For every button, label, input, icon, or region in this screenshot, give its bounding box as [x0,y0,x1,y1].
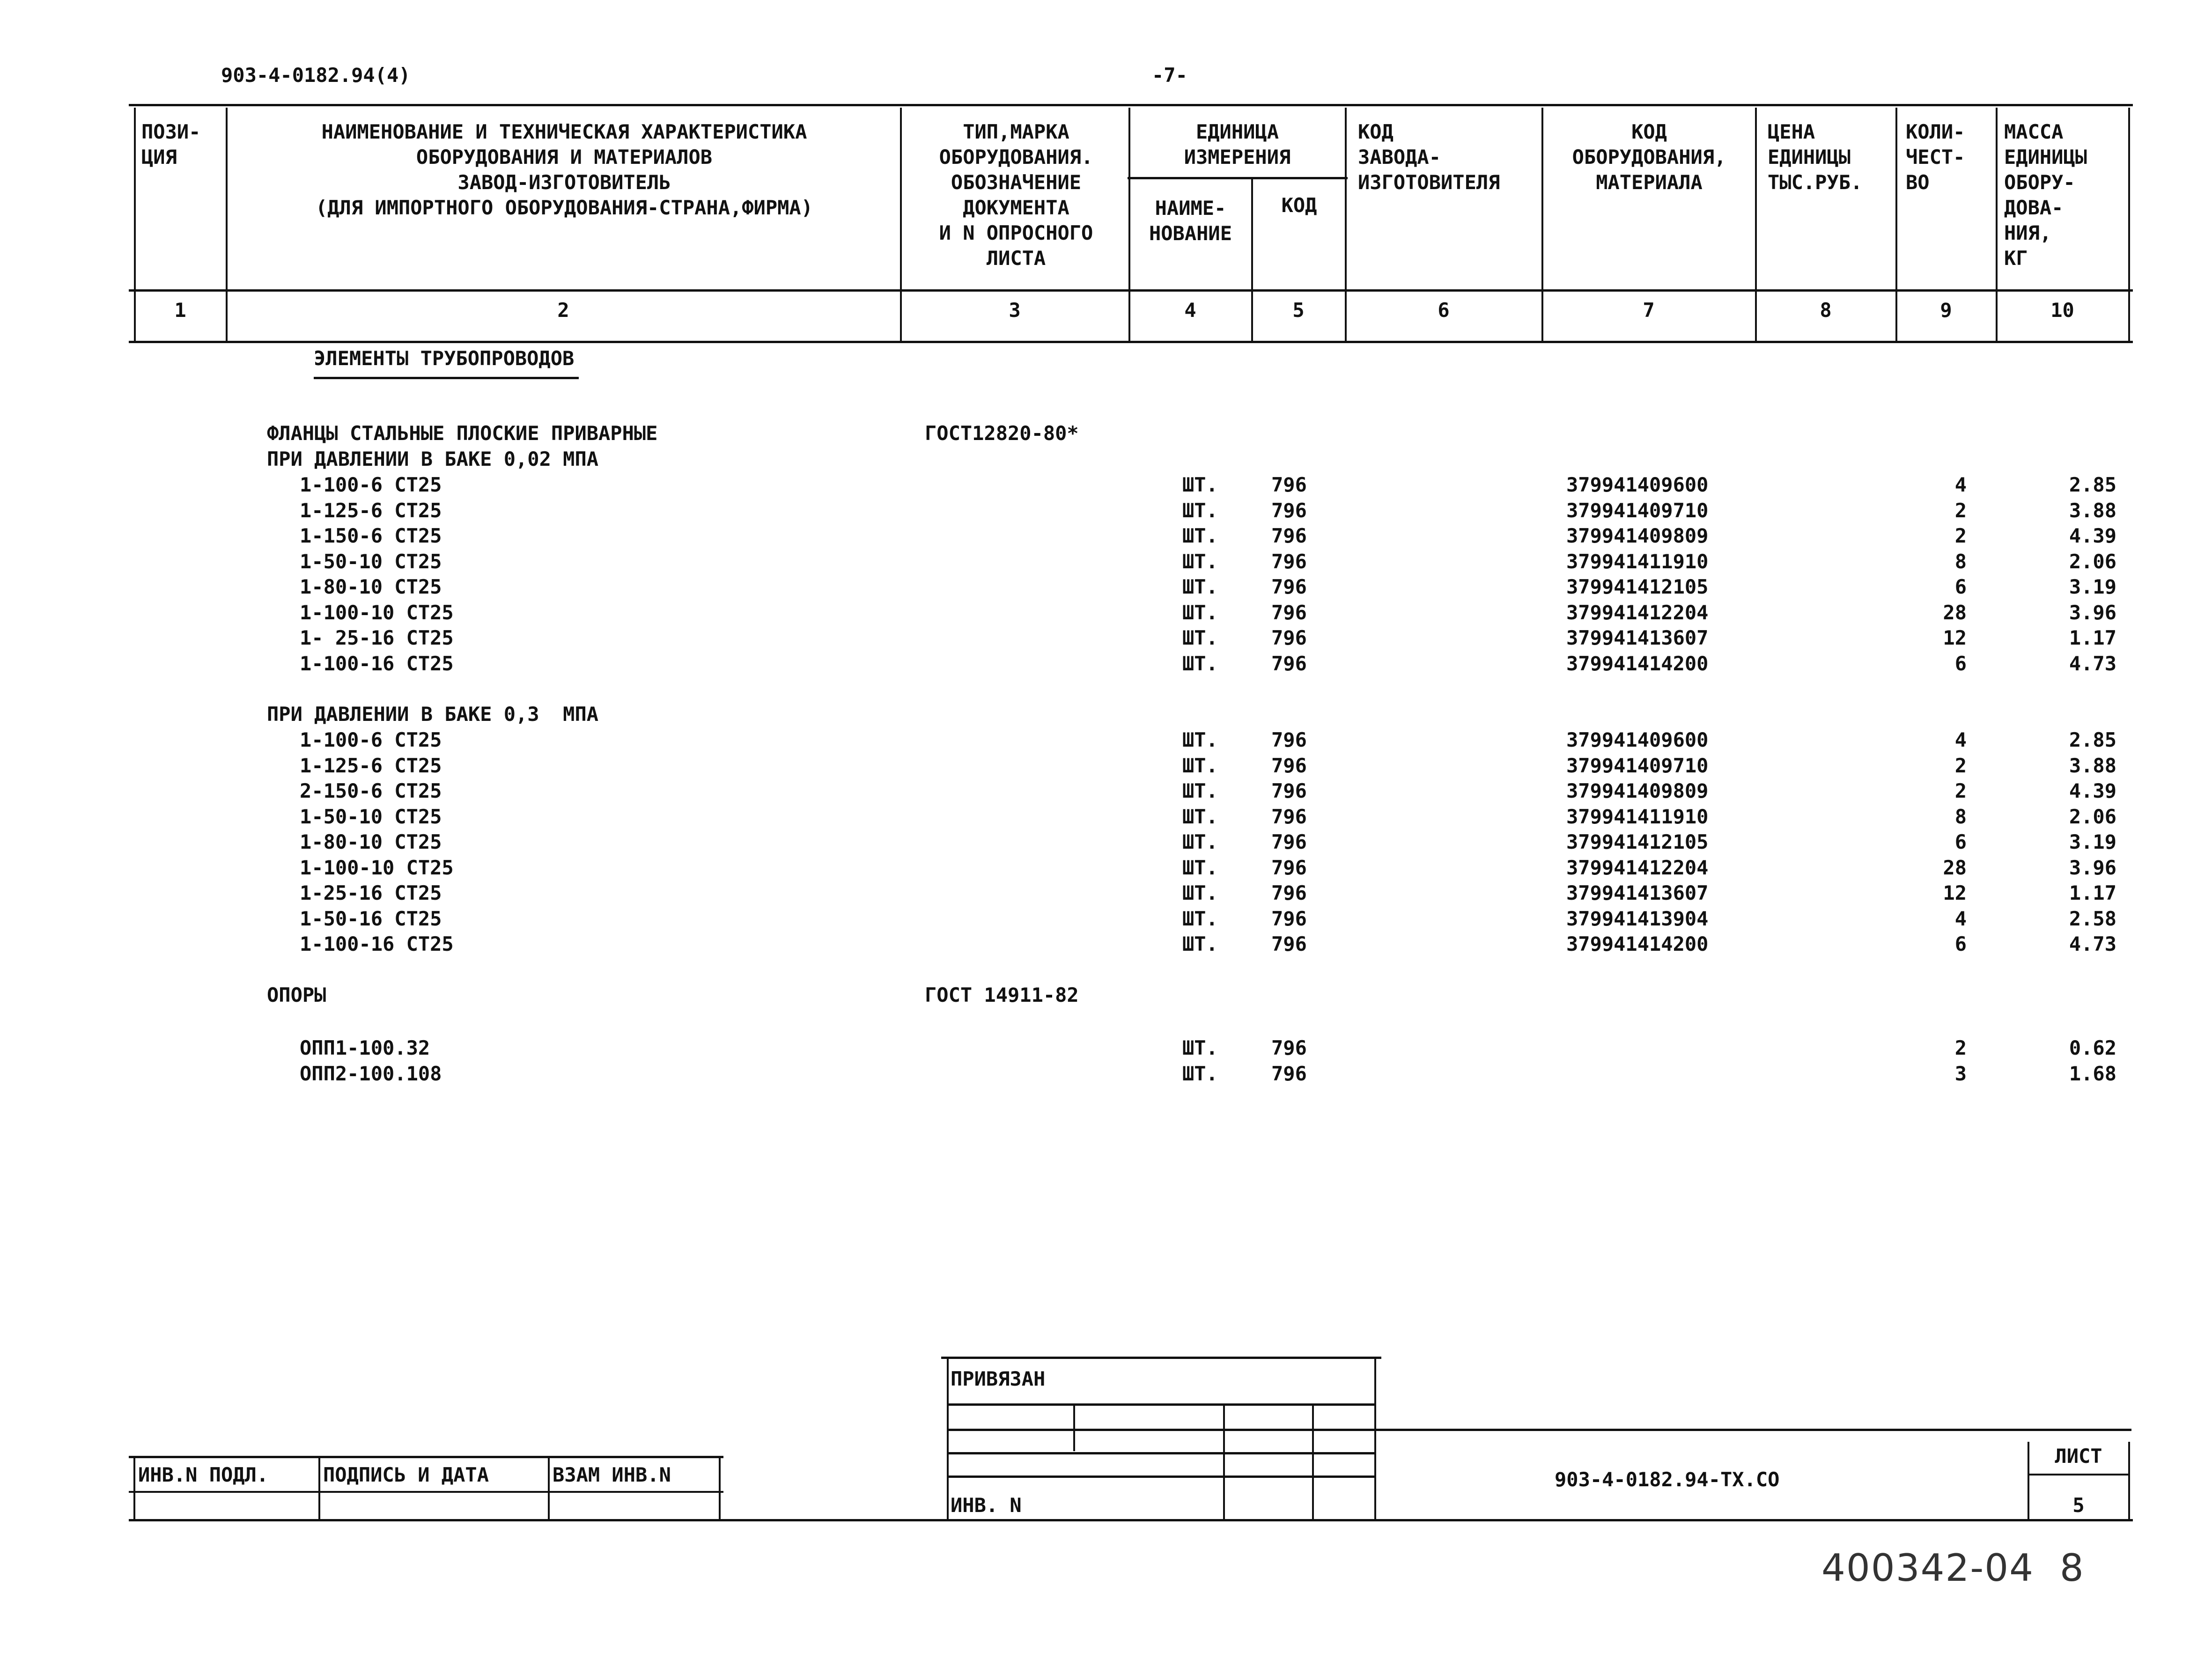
unit-mass: 1.17 [2069,881,2116,904]
item-name: 1-25-16 СТ25 [300,881,442,904]
unit-mass: 1.17 [2069,626,2116,649]
material-code: 379941412204 [1566,601,1709,624]
unit-mass: 0.62 [2069,1036,2116,1059]
unit-mass: 2.58 [2069,907,2116,930]
unit-name: ШТ. [1182,499,1218,522]
item-name: 1-100-6 СТ25 [300,473,442,496]
unit-mass: 3.19 [2069,575,2116,598]
item-name: 1- 25-16 СТ25 [300,626,454,649]
unit-name: ШТ. [1182,473,1218,496]
unit-mass: 2.85 [2069,728,2116,751]
unit-mass: 3.88 [2069,499,2116,522]
unit-name: ШТ. [1182,524,1218,547]
unit-mass: 3.19 [2069,830,2116,853]
unit-code: 796 [1271,601,1307,624]
header-col1: ПОЗИ- ЦИЯ [141,120,201,169]
document-code: 903-4-0182.94(4) [221,64,411,87]
unit-name: ШТ. [1182,1036,1218,1059]
unit-name: ШТ. [1182,652,1218,675]
stamp-rule [947,1475,1375,1478]
quantity: 4 [1954,728,1967,751]
stamp-rule [129,1491,723,1493]
stamp-divider [318,1457,320,1520]
header-col9: КОЛИ- ЧЕСТ- ВО [1906,120,1965,194]
quantity: 2 [1954,1036,1967,1059]
header-col8: ЦЕНА ЕДИНИЦЫ ТЫС.РУБ. [1768,120,1863,194]
unit-code: 796 [1271,754,1307,777]
unit-code: 796 [1271,499,1307,522]
quantity: 4 [1954,907,1967,930]
unit-mass: 2.85 [2069,473,2116,496]
unit-name: ШТ. [1182,881,1218,904]
item-name: 2-150-6 СТ25 [300,779,442,802]
col-number: 8 [1820,299,1832,322]
header-unit-title: ЕДИНИЦА ИЗМЕРЕНИЯ [1184,120,1291,169]
material-code: 379941409710 [1566,754,1709,777]
unit-mass: 4.73 [2069,652,2116,675]
header-mid-rule [129,289,2133,292]
quantity: 6 [1954,575,1967,598]
material-code: 379941411910 [1566,805,1709,828]
stamp-divider [947,1358,949,1521]
quantity: 2 [1954,499,1967,522]
col-number: 6 [1438,299,1450,322]
stamp-divider [1223,1404,1225,1521]
header-col5: КОД [1281,194,1317,217]
quantity: 8 [1954,805,1967,828]
col-divider [2128,108,2130,342]
col-number: 3 [1009,299,1021,322]
quantity: 6 [1954,932,1967,955]
stamp-rule [129,1519,2133,1521]
stamp-divider [719,1457,721,1520]
unit-code: 796 [1271,1062,1307,1085]
supports-title: ОПОРЫ [267,984,326,1006]
quantity: 28 [1943,856,1967,879]
stamp-rule [947,1429,2131,1431]
stamp-divider [2128,1442,2130,1520]
item-name: 1-125-6 СТ25 [300,754,442,777]
unit-code: 796 [1271,473,1307,496]
item-name: 1-50-10 СТ25 [300,805,442,828]
item-name: 1-100-6 СТ25 [300,728,442,751]
material-code: 379941412105 [1566,575,1709,598]
flanges-gost: ГОСТ12820-80* [925,422,1079,445]
item-name: 1-125-6 СТ25 [300,499,442,522]
stamp-divider [1374,1358,1376,1521]
group1-title: ПРИ ДАВЛЕНИИ В БАКЕ 0,02 МПА [267,448,599,470]
quantity: 8 [1954,550,1967,573]
doc-designation: 903-4-0182.94-TX.CO [1555,1468,1780,1491]
item-name: ОПП2-100.108 [300,1062,442,1085]
unit-name: ШТ. [1182,601,1218,624]
unit-code: 796 [1271,830,1307,853]
unit-mass: 2.06 [2069,805,2116,828]
unit-code: 796 [1271,575,1307,598]
unit-code: 796 [1271,779,1307,802]
material-code: 379941409600 [1566,473,1709,496]
quantity: 3 [1954,1062,1967,1085]
unit-code: 796 [1271,907,1307,930]
material-code: 379941409809 [1566,779,1709,802]
signature-date-label: ПОДПИСЬ И ДАТА [323,1463,489,1486]
unit-mass: 4.73 [2069,932,2116,955]
privyazan-label: ПРИВЯЗАН [951,1367,1046,1390]
material-code: 379941409600 [1566,728,1709,751]
unit-name: ШТ. [1182,779,1218,802]
material-code: 379941412105 [1566,830,1709,853]
stamp-divider [1312,1404,1314,1521]
col-number: 2 [557,299,569,322]
sheet-label: ЛИСТ [2055,1445,2102,1468]
unit-name: ШТ. [1182,728,1218,751]
stamp-divider [548,1457,550,1520]
supports-gost: ГОСТ 14911-82 [925,984,1079,1006]
header-col3: ТИП,МАРКА ОБОРУДОВАНИЯ. ОБОЗНАЧЕНИЕ ДОКУМЕНТА И N ОПРОСНОГО ЛИСТА [939,120,1093,270]
unit-code: 796 [1271,550,1307,573]
group2-title: ПРИ ДАВЛЕНИИ В БАКЕ 0,3 МПА [267,703,599,726]
unit-code: 796 [1271,1036,1307,1059]
col-number: 10 [2050,299,2074,322]
unit-name: ШТ. [1182,932,1218,955]
unit-mass: 3.88 [2069,754,2116,777]
quantity: 4 [1954,473,1967,496]
material-code: 379941412204 [1566,856,1709,879]
section-title: ЭЛЕМЕНТЫ ТРУБОПРОВОДОВ [314,349,579,379]
unit-mass: 3.96 [2069,601,2116,624]
header-col2: НАИМЕНОВАНИЕ И ТЕХНИЧЕСКАЯ ХАРАКТЕРИСТИКА ОБОРУДОВАНИЯ И МАТЕРИАЛОВ ЗАВОД-ИЗГОТОВИТЕЛЬ (ДЛЯ ИМПОРТНОГО ОБОРУДОВАНИЯ-СТРАНА,ФИРМА) [315,120,813,219]
unit-name: ШТ. [1182,575,1218,598]
unit-mass: 2.06 [2069,550,2116,573]
material-code: 379941411910 [1566,550,1709,573]
item-name: 1-100-16 СТ25 [300,652,454,675]
header-col7: КОД ОБОРУДОВАНИЯ, МАТЕРИАЛА [1572,120,1726,194]
material-code: 379941409809 [1566,524,1709,547]
col-number: 5 [1292,299,1305,322]
unit-code: 796 [1271,524,1307,547]
item-name: ОПП1-100.32 [300,1036,430,1059]
material-code: 379941413607 [1566,626,1709,649]
unit-code: 796 [1271,626,1307,649]
inv-n-label: ИНВ. N [951,1494,1022,1517]
unit-mass: 1.68 [2069,1062,2116,1085]
unit-name: ШТ. [1182,754,1218,777]
item-name: 1-100-10 СТ25 [300,601,454,624]
item-name: 1-100-16 СТ25 [300,932,454,955]
unit-code: 796 [1271,881,1307,904]
vzam-inv-label: ВЗАМ ИНВ.N [553,1463,671,1486]
unit-name: ШТ. [1182,907,1218,930]
flanges-title: ФЛАНЦЫ СТАЛЬНЫЕ ПЛОСКИЕ ПРИВАРНЫЕ [267,422,658,445]
unit-code: 796 [1271,728,1307,751]
unit-code: 796 [1271,652,1307,675]
stamp-divider [1073,1404,1075,1451]
quantity: 2 [1954,779,1967,802]
item-name: 1-80-10 СТ25 [300,830,442,853]
header-top-rule [129,104,2133,106]
unit-code: 796 [1271,805,1307,828]
quantity: 6 [1954,652,1967,675]
unit-mass: 4.39 [2069,779,2116,802]
quantity: 28 [1943,601,1967,624]
item-name: 1-80-10 СТ25 [300,575,442,598]
material-code: 379941413904 [1566,907,1709,930]
unit-code: 796 [1271,856,1307,879]
header-bottom-rule [129,341,2133,343]
stamp-divider [133,1457,135,1520]
col-number: 7 [1643,299,1655,322]
unit-name: ШТ. [1182,626,1218,649]
sheet-number: 5 [2072,1494,2085,1517]
unit-subheader-rule [1128,177,1348,179]
item-name: 1-50-10 СТ25 [300,550,442,573]
col-number: 1 [174,299,186,322]
item-name: 1-50-16 СТ25 [300,907,442,930]
page-marker: -7- [1152,64,1187,87]
header-col10: МАССА ЕДИНИЦЫ ОБОРУ- ДОВА- НИЯ, КГ [2004,120,2087,270]
stamp-rule [129,1456,723,1458]
unit-name: ШТ. [1182,856,1218,879]
material-code: 379941413607 [1566,881,1709,904]
header-col6: КОД ЗАВОДА- ИЗГОТОВИТЕЛЯ [1358,120,1500,194]
quantity: 12 [1943,626,1967,649]
material-code: 379941409710 [1566,499,1709,522]
quantity: 12 [1943,881,1967,904]
stamp-rule [2028,1474,2128,1475]
header-col4: НАИМЕ- НОВАНИЕ [1149,197,1232,245]
col-number: 4 [1184,299,1196,322]
inv-podl-label: ИНВ.N ПОДЛ. [138,1463,269,1486]
unit-name: ШТ. [1182,550,1218,573]
stamp-rule [947,1452,1375,1454]
item-name: 1-150-6 СТ25 [300,524,442,547]
unit-name: ШТ. [1182,805,1218,828]
stamp-rule [947,1403,1375,1406]
unit-mass: 3.96 [2069,856,2116,879]
col-number: 9 [1940,299,1952,322]
unit-name: ШТ. [1182,830,1218,853]
handwritten-archive-mark: 400342-04 8 [1821,1546,2085,1590]
material-code: 379941414200 [1566,652,1709,675]
unit-mass: 4.39 [2069,524,2116,547]
unit-name: ШТ. [1182,1062,1218,1085]
item-name: 1-100-10 СТ25 [300,856,454,879]
unit-code: 796 [1271,932,1307,955]
stamp-rule [941,1357,1381,1359]
quantity: 6 [1954,830,1967,853]
quantity: 2 [1954,524,1967,547]
quantity: 2 [1954,754,1967,777]
material-code: 379941414200 [1566,932,1709,955]
